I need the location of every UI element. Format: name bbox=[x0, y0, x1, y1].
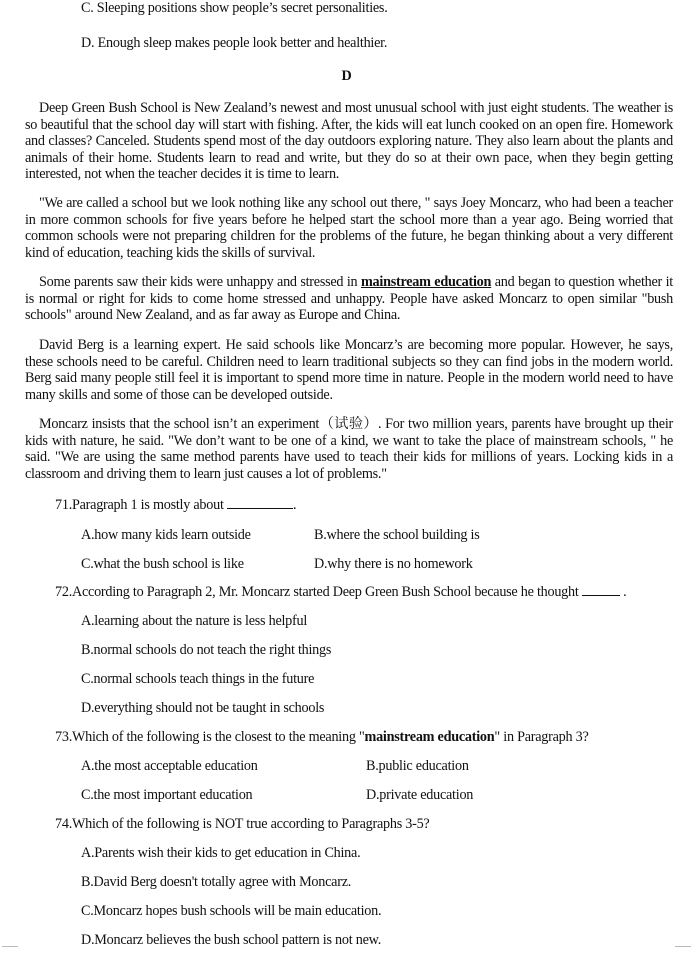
q72-option-c: C.normal schools teach things in the future bbox=[81, 671, 315, 687]
q71-option-b: B.where the school building is bbox=[314, 527, 480, 543]
page-edge-left bbox=[2, 946, 18, 947]
question-73-text-before: 73.Which of the following is the closest to the meaning " bbox=[55, 729, 365, 745]
option-c-prev: C. Sleeping positions show people’s secret personalities. bbox=[81, 0, 388, 16]
q71-option-c: C.what the bush school is like bbox=[81, 556, 244, 572]
p3-text-before: Some parents saw their kids were unhappy and stressed in bbox=[39, 274, 361, 290]
question-73-stem bbox=[55, 729, 589, 745]
page-edge-right bbox=[675, 946, 691, 947]
q72-option-a: A.learning about the nature is less helpful bbox=[81, 613, 308, 629]
question-72-end: . bbox=[623, 584, 627, 600]
q74-option-d: D.Moncarz believes the bush school pattern is not new. bbox=[81, 932, 381, 948]
answer-blank-71 bbox=[227, 497, 293, 509]
passage-paragraph-3 bbox=[25, 274, 673, 324]
q73-option-b: B.public education bbox=[366, 758, 469, 774]
answer-blank-72 bbox=[582, 584, 620, 596]
q74-option-c: C.Moncarz hopes bush schools will be main education. bbox=[81, 903, 382, 919]
passage-paragraph-4: David Berg is a learning expert. He said schools like Moncarz’s are becoming more popular. However, he says, these schools need to be careful. Children need to learn traditional subjects so they can find jobs in the modern world. Berg said many people still feel it is important to spend more time in nature. People in the modern world need to have many skills and some of those can be developed outside. bbox=[25, 337, 673, 403]
q71-option-a: A.how many kids learn outside bbox=[81, 527, 251, 543]
q73-option-a: A.the most acceptable education bbox=[81, 758, 258, 774]
question-71-stem bbox=[55, 497, 296, 513]
q72-option-b: B.normal schools do not teach the right things bbox=[81, 642, 332, 658]
q71-option-d: D.why there is no homework bbox=[314, 556, 473, 572]
question-74-stem: 74.Which of the following is NOT true according to Paragraphs 3-5? bbox=[55, 816, 430, 832]
option-d-prev: D. Enough sleep makes people look better and healthier. bbox=[81, 35, 388, 51]
q73-option-d: D.private education bbox=[366, 787, 474, 803]
question-72-stem bbox=[55, 584, 626, 600]
q73-option-c: C.the most important education bbox=[81, 787, 253, 803]
q72-option-d: D.everything should not be taught in schools bbox=[81, 700, 325, 716]
question-72-text: 72.According to Paragraph 2, Mr. Moncarz started Deep Green Bush School because he thought bbox=[55, 584, 579, 600]
section-label: D bbox=[341, 68, 352, 84]
question-73-term: mainstream education bbox=[364, 729, 495, 745]
p3-term-mainstream-education: mainstream education bbox=[360, 274, 492, 290]
passage-paragraph-5: Moncarz insists that the school isn’t an experiment（试验）. For two million years, parents have brought up their kids with nature, he said. "We don’t want to be one of a kind, we want to take the place of mainstream schools, " he said. "We are using the same method parents have used to teach their kids for millions of years. Locking kids in a classroom and driving them to learn just causes a lot of problems." bbox=[25, 416, 673, 482]
question-73-text-after: " in Paragraph 3? bbox=[494, 729, 589, 745]
q74-option-b: B.David Berg doesn't totally agree with Moncarz. bbox=[81, 874, 352, 890]
passage-paragraph-1: Deep Green Bush School is New Zealand’s newest and most unusual school with just eight students. The weather is so beautiful that the school day will start with fishing. After, the kids will eat lunch cooked on an open fire. Homework and classes? Canceled. Students spend most of the day outdoors exploring nature. They also learn about the plants and animals of their home. Students learn to read and write, but they do so at their own pace, when they begin getting interested, not when the teacher decides it is time to learn. bbox=[25, 100, 673, 182]
p3-text-after: and began to question whether it is normal or right for kids to come home stressed and unhappy. People have asked Moncarz to open similar "bush schools" around New Zealand, and as far away as Europe and China. bbox=[25, 274, 673, 323]
passage-paragraph-2: "We are called a school but we look nothing like any school out there, " says Joey Moncarz, who had been a teacher in more common schools for five years before he helped start the school more than a year ago. Being worried that common schools were not preparing children for the problems of the future, he began thinking about a very different kind of education, teaching kids the skills of survival. bbox=[25, 195, 673, 261]
q74-option-a: A.Parents wish their kids to get education in China. bbox=[81, 845, 361, 861]
question-71-text: 71.Paragraph 1 is mostly about bbox=[55, 497, 224, 513]
question-71-end: . bbox=[292, 497, 297, 513]
